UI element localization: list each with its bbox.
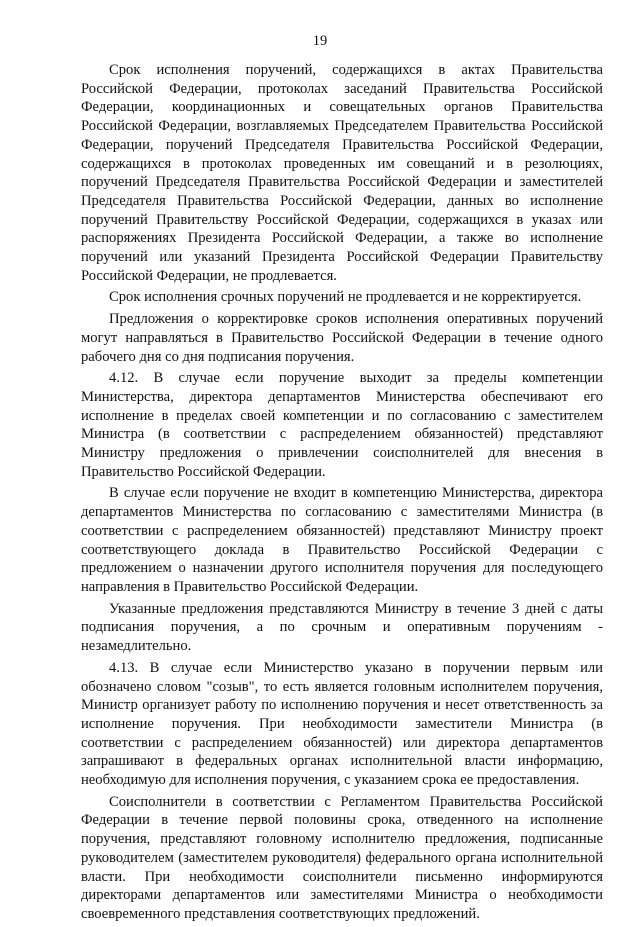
paragraph-outside-competence: В случае если поручение не входит в компетенцию Министерства, директора департаментов Министерства по согласованию с заместителями Министра (в соответствии с распределением обязанностей) представляют Министру проект соответствующего доклада в Правительство Российской Федерации с предложением о назначении другого исполнителя поручения для последующего направления в Правительство Российской Федерации. [81, 485, 603, 595]
paragraph-term-not-extended: Срок исполнения поручений, содержащихся в актах Правительства Российской Федерации, протоколах заседаний Правительства Российской Федерации, координационных и совещательных органов Правительства Российской Федерации, возглавляемых Председателем Правительства Российской Федерации, поручений Председателя Правительства Российской Федерации, содержащихся в протоколах проведенных им совещаний и в резолюциях, поручений Председателя Правительства Российской Федерации и заместителей Председателя Правительства Российской Федерации, данных во исполнение поручений Правительству Российской Федерации, содержащихся в указах или распоряжениях Президента Российской Федерации, а также во исполнение поручений или указаний Президента Российской Федерации Правительству Российской Федерации, не продлевается. [81, 62, 603, 284]
document-body [81, 61, 603, 927]
page-number: 19 [312, 33, 328, 49]
paragraph-4-13: 4.13. В случае если Министерство указано в поручении первым или обозначено словом "созыв", то есть является головным исполнителем поручения, Министр организует работу по исполнению поручения и несет ответственность за исполнение поручения. При необходимости заместители Министра (в соответствии с распределением обязанностей) или директора департаментов запрашивают в федеральных органах исполнительной власти информацию, необходимую для исполнения поручения, с указанием срока ее предоставления. [81, 659, 603, 789]
paragraph-urgent-terms: Срок исполнения срочных поручений не продлевается и не корректируется. [109, 289, 582, 306]
paragraph-co-executors: Соисполнители в соответствии с Регламентом Правительства Российской Федерации в течение первой половины срока, отведенного на исполнение поручения, представляют головному исполнителю предложения, подписанные руководителем (заместителем руководителя) федерального органа исполнительной власти. При необходимости соисполнители письменно информируются директорами департаментов или заместителями Министра о необходимости своевременного представления соответствующих предложений. [81, 793, 603, 922]
paragraph-operational-terms: Предложения о корректировке сроков исполнения оперативных поручений могут направляться в Правительство Российской Федерации в течение одного рабочего дня со дня подписания поручения. [81, 311, 603, 365]
paragraph-proposals-deadline: Указанные предложения представляются Министру в течение 3 дней с даты подписания поручения, а по срочным и оперативным поручениям - незамедлительно. [81, 600, 603, 655]
paragraph-4-12: 4.12. В случае если поручение выходит за пределы компетенции Министерства, директора департаментов Министерства обеспечивают его исполнение в пределах своей компетенции и по согласованию с заместителем Министра (в соответствии с распределением обязанностей) представляют Министру предложения о привлечении соисполнителей для внесения в Правительство Российской Федерации. [81, 370, 603, 480]
